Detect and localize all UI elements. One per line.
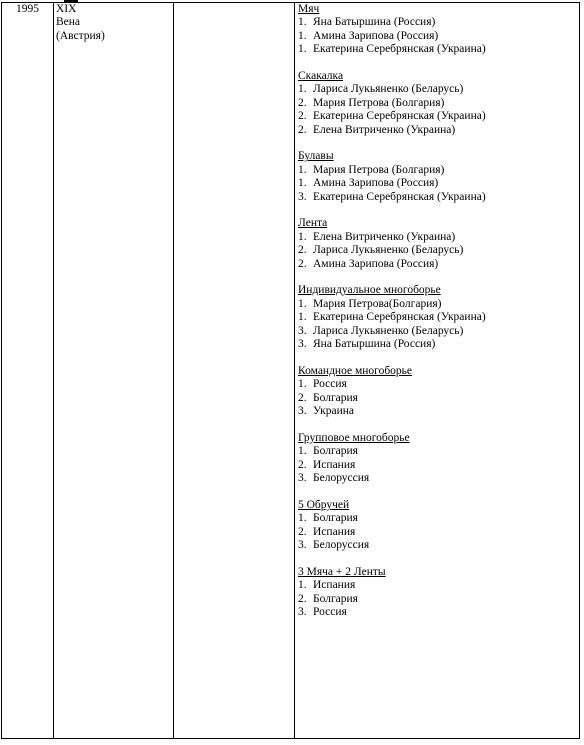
result-row — [298, 298, 578, 311]
country-text: (Австрия) — [56, 29, 105, 42]
athlete-name: Екатерина Серебрянская (Украина) — [313, 190, 486, 203]
place-number: 1. — [298, 230, 307, 243]
result-row — [298, 110, 578, 123]
athlete-name: Амина Зарипова (Россия) — [313, 257, 439, 270]
result-row — [298, 244, 578, 257]
results-cell — [298, 3, 578, 633]
place-number: 1. — [298, 29, 307, 42]
result-row — [298, 325, 578, 338]
place-number: 3. — [298, 405, 307, 418]
event-block — [298, 3, 578, 57]
venue-cell — [56, 3, 172, 43]
result-row — [298, 30, 578, 43]
athlete-name: Болгария — [313, 445, 358, 458]
result-row — [298, 164, 578, 177]
place-number: 2. — [298, 257, 307, 270]
event-title: 5 Обручей — [298, 498, 350, 511]
event-block — [298, 432, 578, 486]
athlete-name: Екатерина Серебрянская (Украина) — [313, 110, 486, 123]
result-row — [298, 124, 578, 137]
athlete-name: Амина Зарипова (Россия) — [313, 177, 439, 190]
event-block — [298, 284, 578, 351]
place-number: 2. — [298, 96, 307, 109]
place-number: 2. — [298, 458, 307, 471]
result-row — [298, 177, 578, 190]
athlete-name: Лариса Лукьяненко (Беларусь) — [313, 83, 464, 96]
athlete-name: Екатерина Серебрянская (Украина) — [313, 311, 486, 324]
place-number: 3. — [298, 606, 307, 619]
year-text: 1995 — [16, 3, 39, 15]
result-row — [298, 579, 578, 592]
event-block — [298, 70, 578, 137]
column-divider — [173, 3, 174, 738]
event-block — [298, 150, 578, 204]
result-row — [298, 16, 578, 29]
athlete-name: Мария Петрова (Болгария) — [313, 96, 445, 109]
athlete-name: Мария Петрова(Болгария) — [313, 297, 442, 310]
place-number: 1. — [298, 579, 307, 592]
place-number: 2. — [298, 525, 307, 538]
event-block — [298, 566, 578, 620]
athlete-name: Россия — [313, 606, 347, 619]
result-row — [298, 405, 578, 418]
event-title: Скакалка — [298, 70, 344, 83]
event-block — [298, 499, 578, 553]
place-number: 1. — [298, 16, 307, 29]
place-number: 2. — [298, 592, 307, 605]
athlete-name: Амина Зарипова (Россия) — [313, 29, 439, 42]
event-title: Групповое многоборье — [298, 431, 410, 444]
athlete-name: Лариса Лукьяненко (Беларусь) — [313, 244, 464, 257]
place-number: 3. — [298, 190, 307, 203]
event-title: 3 Мяча + 2 Ленты — [298, 565, 386, 578]
place-number: 1. — [298, 378, 307, 391]
place-number: 3. — [298, 472, 307, 485]
result-row — [298, 445, 578, 458]
athlete-name: Испания — [313, 525, 356, 538]
athlete-name: Белоруссия — [313, 472, 370, 485]
athlete-name: Елена Витриченко (Украина) — [313, 123, 456, 136]
result-row — [298, 459, 578, 472]
event-title: Командное многоборье — [298, 364, 413, 377]
place-number: 1. — [298, 512, 307, 525]
athlete-name: Яна Батыршина (Россия) — [313, 338, 436, 351]
event-title: Мяч — [298, 3, 320, 15]
athlete-name: Елена Витриченко (Украина) — [313, 230, 456, 243]
result-row — [298, 191, 578, 204]
result-row — [298, 258, 578, 271]
result-row — [298, 231, 578, 244]
athlete-name: Испания — [313, 579, 356, 592]
result-row — [298, 97, 578, 110]
athlete-name: Лариса Лукьяненко (Беларусь) — [313, 324, 464, 337]
athlete-name: Екатерина Серебрянская (Украина) — [313, 43, 486, 56]
athlete-name: Мария Петрова (Болгария) — [313, 163, 445, 176]
place-number: 3. — [298, 324, 307, 337]
event-block — [298, 217, 578, 271]
athlete-name: Россия — [313, 378, 347, 391]
result-row — [298, 311, 578, 324]
edition-text: XIX — [56, 3, 77, 15]
result-row — [298, 512, 578, 525]
place-number: 1. — [298, 83, 307, 96]
athlete-name: Украина — [313, 405, 354, 418]
place-number: 2. — [298, 244, 307, 257]
athlete-name: Испания — [313, 458, 356, 471]
column-divider — [53, 3, 54, 738]
result-row — [298, 338, 578, 351]
result-row — [298, 392, 578, 405]
result-row — [298, 472, 578, 485]
championship-table-row — [1, 2, 580, 739]
place-number: 2. — [298, 110, 307, 123]
place-number: 2. — [298, 123, 307, 136]
athlete-name: Болгария — [313, 512, 358, 525]
place-number: 1. — [298, 297, 307, 310]
event-block — [298, 365, 578, 419]
athlete-name: Белоруссия — [313, 539, 370, 552]
result-row — [298, 606, 578, 619]
place-number: 3. — [298, 338, 307, 351]
place-number: 1. — [298, 163, 307, 176]
result-row — [298, 526, 578, 539]
place-number: 3. — [298, 539, 307, 552]
athlete-name: Болгария — [313, 592, 358, 605]
place-number: 1. — [298, 177, 307, 190]
city-text: Вена — [56, 16, 81, 29]
event-title: Лента — [298, 217, 328, 230]
athlete-name: Яна Батыршина (Россия) — [313, 16, 436, 29]
event-title: Индивидуальное многоборье — [298, 284, 441, 297]
result-row — [298, 83, 578, 96]
result-row — [298, 593, 578, 606]
place-number: 2. — [298, 391, 307, 404]
place-number: 1. — [298, 445, 307, 458]
result-row — [298, 539, 578, 552]
result-row — [298, 43, 578, 56]
place-number: 1. — [298, 311, 307, 324]
event-title: Булавы — [298, 150, 334, 163]
athlete-name: Болгария — [313, 391, 358, 404]
year-cell — [2, 3, 53, 16]
column-divider — [294, 3, 295, 738]
result-row — [298, 378, 578, 391]
place-number: 1. — [298, 43, 307, 56]
